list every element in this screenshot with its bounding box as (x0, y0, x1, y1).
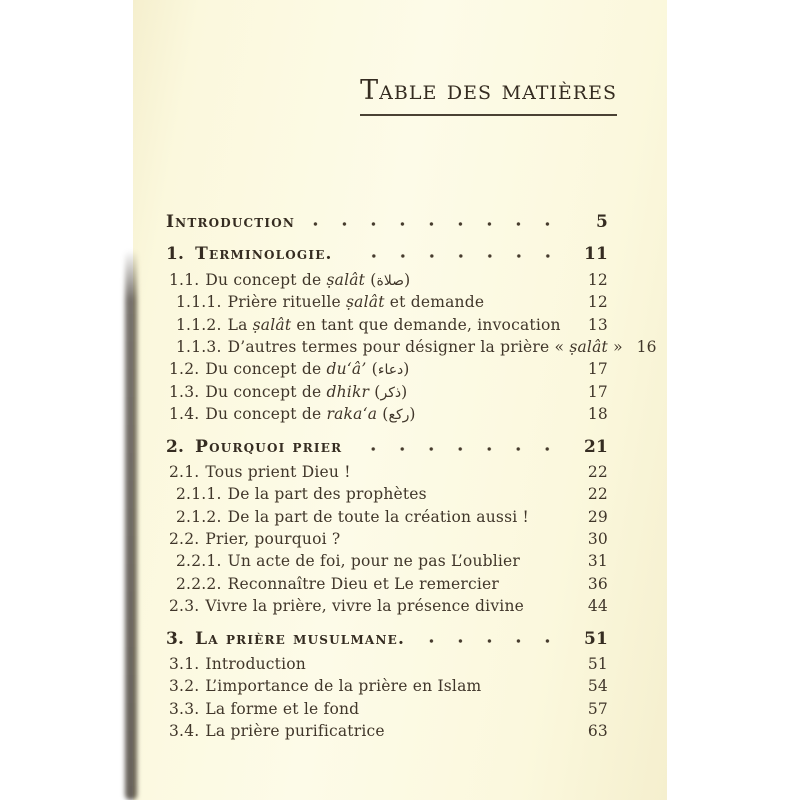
toc-entry-label (228, 573, 499, 595)
toc-section-heading (133, 628, 608, 650)
toc-entry (133, 506, 608, 528)
toc-entry-number: 1.2. (169, 360, 200, 379)
toc-entry-text: Du concept de (205, 382, 327, 401)
toc-entry-label (205, 720, 384, 742)
toc-entry-text: La prière musulmane. (195, 628, 406, 649)
toc-entry-text: La forme et le fond (205, 699, 360, 718)
transliterated-term: raka‘a (326, 405, 378, 424)
toc-entry-text: Pourquoi prier (195, 436, 343, 457)
toc-entry (133, 269, 608, 291)
page-number: 30 (587, 530, 608, 549)
toc-entry (133, 595, 608, 617)
toc-entry-text: ( (377, 405, 389, 424)
toc-entry-number: 2.2.2. (176, 574, 222, 593)
toc-entry-label (195, 436, 342, 458)
toc-entry (133, 336, 657, 358)
toc-entry (133, 720, 608, 742)
toc-entry-text: De la part de toute la création aussi ! (227, 507, 529, 526)
toc-entry-text: De la part des prophètes (227, 485, 427, 504)
toc-entry-text: ) (409, 405, 416, 424)
dot-leader (358, 446, 564, 452)
page-number: 29 (587, 507, 608, 526)
toc-entry (133, 573, 608, 595)
page-number: 31 (587, 552, 608, 571)
toc-entry (133, 675, 608, 697)
transliterated-term: ṣalât (252, 315, 292, 334)
page-number: 16 (636, 337, 657, 356)
dot-leader (311, 221, 564, 227)
toc-entry-text: ( (366, 360, 378, 379)
toc-entry (133, 461, 608, 483)
toc-entry-label (205, 358, 409, 381)
toc-section-heading (133, 243, 608, 265)
toc-entry-number: 3.1. (169, 655, 200, 674)
toc-entry-number: 2.1.2. (176, 507, 222, 526)
page-number: 51 (587, 655, 608, 674)
page-number: 57 (587, 699, 608, 718)
dot-leader (421, 638, 564, 644)
toc-entry-label (228, 291, 485, 313)
toc-entry-number: 3.3. (169, 699, 200, 718)
toc-entry (133, 403, 608, 425)
toc-entry-text: La (227, 315, 253, 334)
toc (133, 201, 657, 743)
toc-entry-text: Reconnaître Dieu et Le remercier (227, 574, 500, 593)
page-number: 12 (587, 270, 608, 289)
toc-entry-label (195, 243, 333, 265)
transliterated-term: ṣalât (326, 270, 366, 289)
toc-entry-label (228, 483, 427, 505)
toc-entry-text: Prière rituelle (227, 293, 347, 312)
arabic-term: صلاة (376, 272, 405, 289)
page-title: Table des matières (360, 76, 617, 116)
toc-entry-text: ) (403, 360, 410, 379)
toc-entry-text: » (607, 337, 623, 356)
toc-entry (133, 358, 608, 380)
toc-entry-text: ) (401, 382, 408, 401)
toc-entry-label (228, 314, 561, 336)
toc-entry (133, 698, 608, 720)
dot-leader (349, 253, 564, 259)
toc-entry (133, 528, 608, 550)
toc-entry-label (195, 628, 405, 650)
page-number: 36 (587, 574, 608, 593)
toc-entry-text: Prier, pourquoi ? (205, 530, 341, 549)
arabic-term: ركع (388, 407, 410, 424)
toc-entry-label (205, 653, 306, 675)
toc-entry-text: Un acte de foi, pour ne pas L’oublier (227, 552, 521, 571)
toc-entry-number: 3.4. (169, 722, 200, 741)
toc-entry-text: D’autres termes pour désigner la prière « (227, 337, 570, 356)
toc-entry (133, 314, 608, 336)
toc-entry-label (205, 403, 415, 426)
toc-entry-label (205, 528, 340, 550)
page-number: 21 (583, 436, 608, 457)
page-number: 11 (583, 244, 608, 265)
toc-entry-label (228, 550, 520, 572)
toc-entry-number: 1.4. (169, 405, 200, 424)
page-number: 44 (587, 597, 608, 616)
page-number: 17 (587, 360, 608, 379)
toc-entry-text: ( (369, 382, 381, 401)
transliterated-term: ṣalât (346, 293, 385, 312)
toc-entry-text: L’importance de la prière en Islam (205, 677, 482, 696)
toc-entry-label (205, 595, 524, 617)
toc-entry-number: 2.1. (169, 462, 200, 481)
toc-entry-number: 2. (166, 436, 185, 457)
toc-entry-label (205, 698, 359, 720)
toc-entry-label (166, 211, 295, 233)
toc-entry-number: 1.1.1. (176, 293, 222, 312)
toc-section-heading (133, 436, 608, 458)
transliterated-term: du‘â’ (326, 360, 367, 379)
toc-entry-text: Terminologie. (195, 244, 333, 265)
arabic-term: دعاء (377, 362, 404, 379)
toc-entry-text: ( (365, 270, 377, 289)
toc-entry-text: ) (404, 270, 411, 289)
title-block (133, 76, 617, 116)
toc-entry-text: Vivre la prière, vivre la présence divine (205, 597, 525, 616)
page-number: 5 (595, 212, 608, 232)
page-number: 22 (587, 462, 608, 481)
toc-entry-text: Du concept de (205, 405, 327, 424)
arabic-term: ذكر (380, 384, 402, 401)
toc-entry (133, 483, 608, 505)
toc-entry-text: Introduction (205, 655, 306, 674)
toc-section-heading (133, 211, 608, 233)
toc-entry-number: 2.3. (169, 597, 200, 616)
toc-entry-text: La prière purificatrice (205, 722, 385, 741)
toc-entry (133, 653, 608, 675)
toc-entry (133, 550, 608, 572)
toc-entry-text: Du concept de (205, 360, 327, 379)
toc-entry-number: 3. (166, 628, 185, 649)
toc-entry-number: 3.2. (169, 677, 200, 696)
toc-entry-number: 1.1. (169, 270, 200, 289)
toc-entry-text: et demande (384, 293, 485, 312)
toc-entry-label (205, 381, 407, 404)
toc-entry (133, 381, 608, 403)
toc-entry (133, 291, 608, 313)
page-number: 12 (587, 293, 608, 312)
page-number: 63 (587, 722, 608, 741)
toc-entry-text: Du concept de (205, 270, 327, 289)
toc-entry-number: 1.3. (169, 382, 200, 401)
toc-entry-label (228, 336, 623, 358)
toc-entry-number: 2.2.1. (176, 552, 222, 571)
toc-entry-number: 1.1.2. (176, 315, 222, 334)
scan-page (133, 0, 667, 800)
page-number: 18 (587, 405, 608, 424)
page-number: 51 (583, 628, 608, 649)
transliterated-term: ṣalât (569, 337, 608, 356)
page-number: 54 (587, 677, 608, 696)
toc-entry-label (228, 506, 529, 528)
toc-entry-number: 2.2. (169, 530, 200, 549)
toc-entry-text: Introduction (166, 212, 296, 232)
transliterated-term: dhikr (326, 382, 370, 401)
toc-entry-text: Tous prient Dieu ! (205, 462, 351, 481)
page-number: 22 (587, 485, 608, 504)
toc-entry-label (205, 675, 481, 697)
toc-entry-text: en tant que demande, invocation (291, 315, 561, 334)
toc-entry-number: 2.1.1. (176, 485, 222, 504)
toc-entry-label (205, 461, 350, 483)
toc-entry-label (205, 269, 410, 292)
page-number: 13 (587, 315, 608, 334)
page-number: 17 (587, 382, 608, 401)
toc-entry-number: 1.1.3. (176, 337, 222, 356)
toc-entry-number: 1. (166, 244, 185, 265)
